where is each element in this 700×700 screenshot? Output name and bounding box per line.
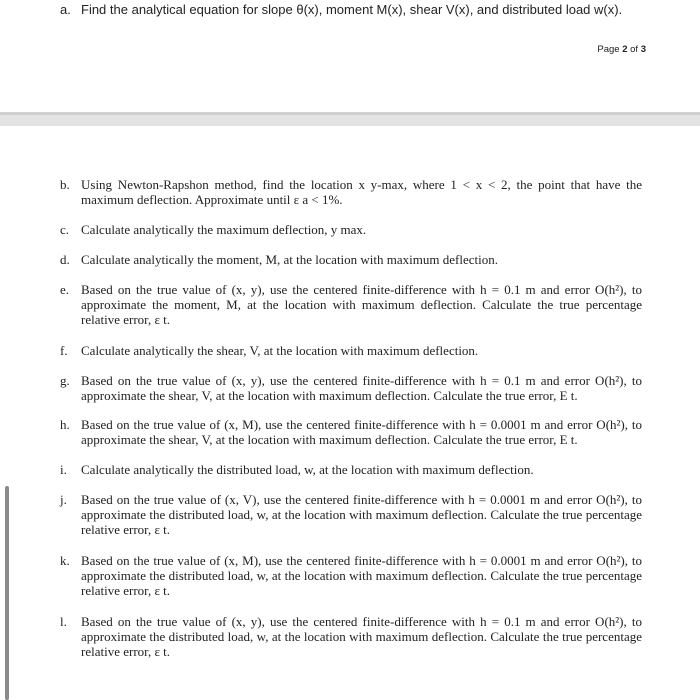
question-k	[60, 553, 642, 599]
question-text: Calculate analytically the moment, M, at the location with maximum deflection.	[81, 252, 498, 267]
question-f	[60, 343, 642, 358]
page-separator-shadow	[0, 112, 700, 115]
question-label: k.	[60, 553, 70, 568]
question-text: Calculate analytically the maximum deflection, y max.	[81, 222, 367, 237]
page-indicator-current: 2	[622, 44, 628, 55]
question-text: Calculate analytically the shear, V, at the location with maximum deflection.	[81, 343, 479, 358]
question-i	[60, 462, 642, 477]
question-text: Using Newton-Rapshon method, find the location x y-max, where 1 < x < 2, the point that have the maximum deflection. Approximate until ε a < 1%.	[81, 177, 642, 208]
question-label: d.	[60, 252, 70, 267]
question-label: e.	[60, 282, 70, 297]
question-label: h.	[60, 417, 70, 432]
question-text: Find the analytical equation for slope θ(x), moment M(x), shear V(x), and distributed load w(x).	[81, 2, 623, 17]
question-text: Based on the true value of (x, y), use the centered finite-difference with h = 0.1 m and error O(h²), to approximate the distributed load, w, at the location with maximum deflection. Calculate the true percentage relative error, ε t.	[81, 614, 642, 660]
question-text: Calculate analytically the distributed load, w, at the location with maximum deflection.	[81, 462, 534, 477]
question-text: Based on the true value of (x, y), use the centered finite-difference with h = 0.1 m and error O(h²), to approximate the shear, V, at the location with maximum deflection. Calculate the true error, E t.	[81, 373, 642, 404]
page-indicator-total: 3	[640, 44, 646, 55]
question-label: l.	[60, 614, 67, 629]
page-indicator-prefix: Page	[597, 44, 623, 55]
question-text: Based on the true value of (x, M), use the centered finite-difference with h = 0.0001 m and error O(h²), to approximate the distributed load, w, at the location with maximum deflection. Calculate the true percentage relative error, ε t.	[81, 553, 642, 599]
page-indicator-middle: of	[627, 44, 641, 55]
page-indicator	[597, 44, 646, 55]
question-text: Based on the true value of (x, V), use the centered finite-difference with h = 0.0001 m and error O(h²), to approximate the distributed load, w, at the location with maximum deflection. Calculate the true percentage relative error, ε t.	[81, 492, 642, 538]
question-g	[60, 373, 642, 403]
question-e	[60, 282, 642, 328]
question-text: Based on the true value of (x, y), use the centered finite-difference with h = 0.1 m and error O(h²), to approximate the moment, M, at the location with maximum deflection. Calculate the true percentage relative error, ε t.	[81, 282, 642, 328]
question-h	[60, 417, 642, 447]
question-label: b.	[60, 177, 70, 192]
question-label: g.	[60, 373, 70, 388]
question-d	[60, 252, 642, 267]
question-label: f.	[60, 343, 68, 358]
question-c	[60, 222, 642, 237]
scrollbar[interactable]	[5, 486, 9, 700]
question-label: j.	[60, 492, 67, 507]
question-l	[60, 614, 642, 660]
question-j	[60, 492, 642, 538]
question-text: Based on the true value of (x, M), use the centered finite-difference with h = 0.0001 m and error O(h²), to approximate the shear, V, at the location with maximum deflection. Calculate the true error, E t.	[81, 417, 642, 448]
question-label: a.	[60, 2, 71, 17]
question-b	[60, 177, 642, 207]
question-label: i.	[60, 462, 67, 477]
question-a	[60, 2, 642, 17]
question-label: c.	[60, 222, 70, 237]
